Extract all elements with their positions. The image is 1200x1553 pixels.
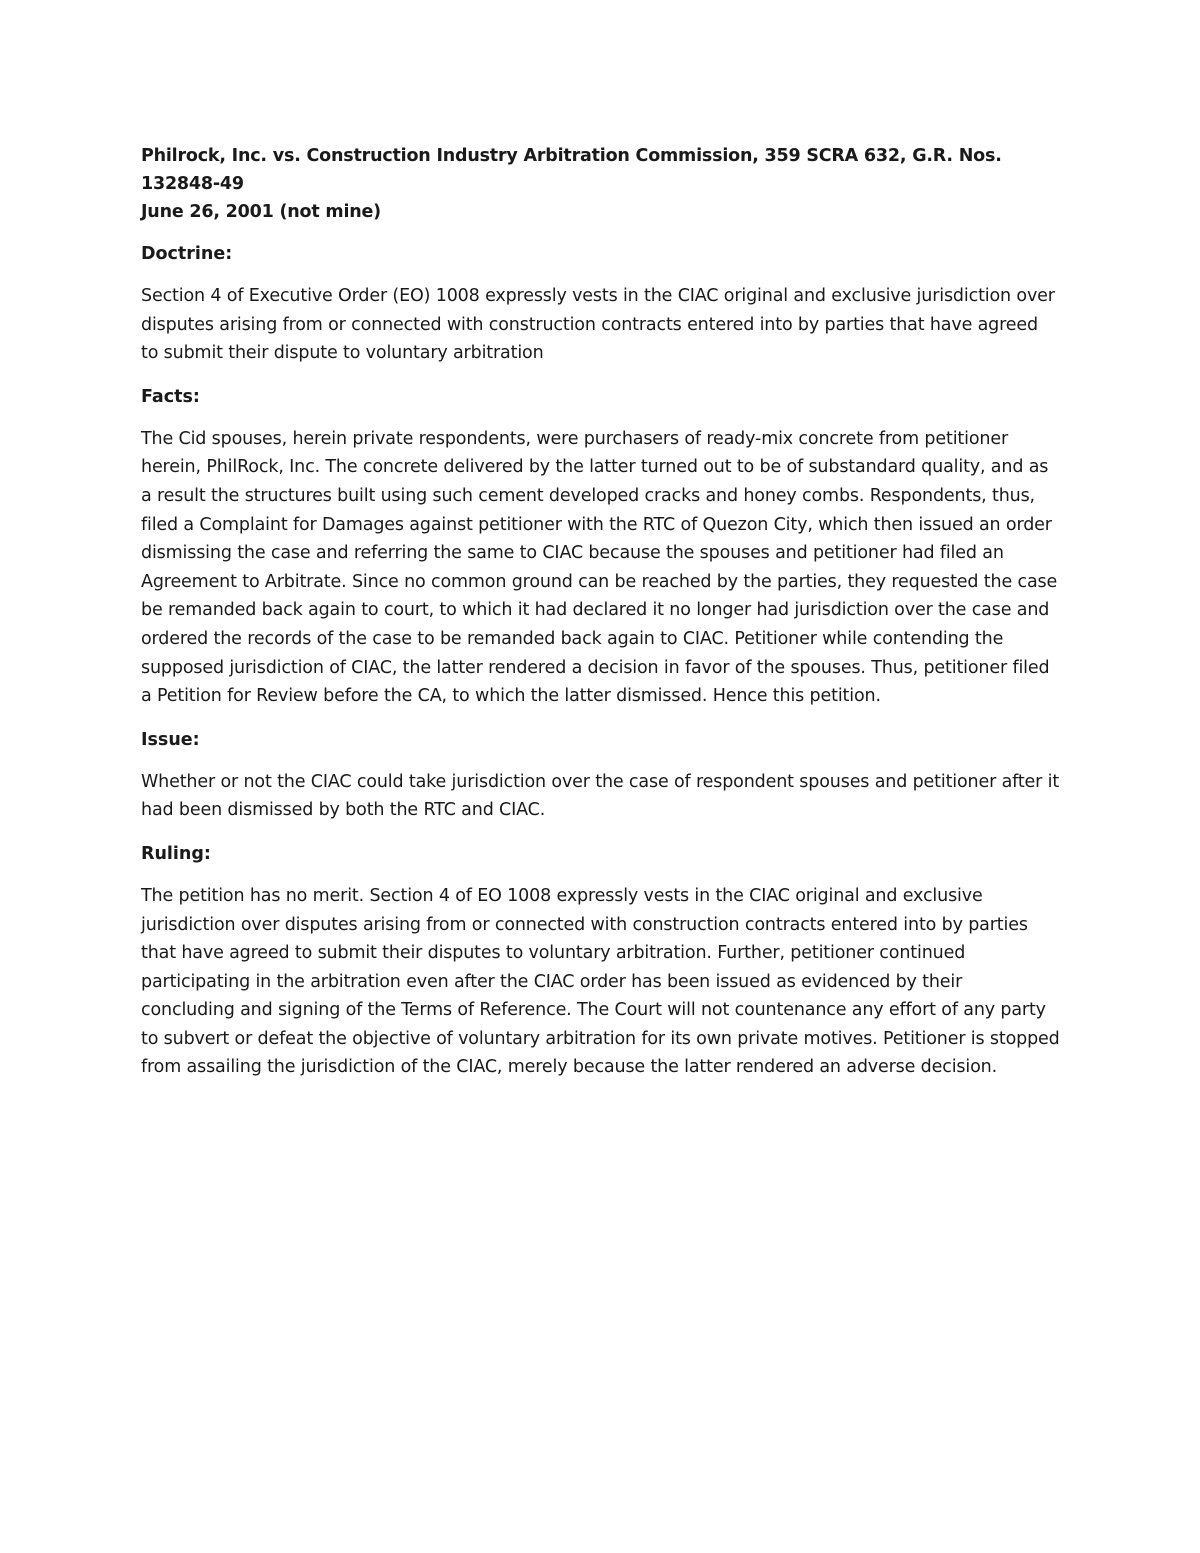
ruling-text: The petition has no merit. Section 4 of EO 1008 expressly vests in the CIAC original and exclusive jurisdiction over disputes arising from or connected with construction contracts entered into by parties that have agreed to submit their disputes to voluntary arbitration. Further, petitioner continued participating in the arbitration even after the CIAC order has been issued as evidenced by their concluding and signing of the Terms of Reference. The Court will not countenance any effort of any party to subvert or defeat the objective of voluntary arbitration for its own private motives. Petitioner is stopped from assailing the jurisdiction of the CIAC, merely because the latter rendered an adverse decision. (141, 885, 1060, 1078)
facts-heading: Facts: (141, 386, 200, 407)
case-title-line-1: Philrock, Inc. vs. Construction Industry Arbitration Commission, 359 SCRA 632, G.R. Nos. 132848-49 (141, 146, 1002, 194)
ruling-heading: Ruling: (141, 843, 211, 864)
facts-text: The Cid spouses, herein private respondents, were purchasers of ready-mix concrete from petitioner herein, PhilRock, Inc. The concrete delivered by the latter turned out to be of substandard quality, and as a result the structures built using such cement developed cracks and honey combs. Respondents, thus, filed a Complaint for Damages against petitioner with the RTC of Quezon City, which then issued an order dismissing the case and referring the same to CIAC because the spouses and petitioner had filed an Agreement to Arbitrate. Since no common ground can be reached by the parties, they requested the case be remanded back again to court, to which it had declared it no longer had jurisdiction over the case and ordered the records of the case to be remanded back again to CIAC. Petitioner while contending the supposed jurisdiction of CIAC, the latter rendered a decision in favor of the spouses. Thus, petitioner filed a Petition for Review before the CA, to which the latter dismissed. Hence this petition. (141, 428, 1058, 707)
case-title (141, 142, 1060, 226)
case-title-line-2: June 26, 2001 (not mine) (141, 202, 381, 222)
issue-heading: Issue: (141, 729, 200, 750)
doctrine-text: Section 4 of Executive Order (EO) 1008 expressly vests in the CIAC original and exclusive jurisdiction over disputes arising from or connected with construction contracts entered into by parties that have agreed to submit their dispute to voluntary arbitration (141, 286, 1055, 364)
doctrine-heading: Doctrine: (141, 244, 233, 264)
issue-text: Whether or not the CIAC could take jurisdiction over the case of respondent spouses and petitioner after it had been dismissed by both the RTC and CIAC. (141, 771, 1060, 821)
